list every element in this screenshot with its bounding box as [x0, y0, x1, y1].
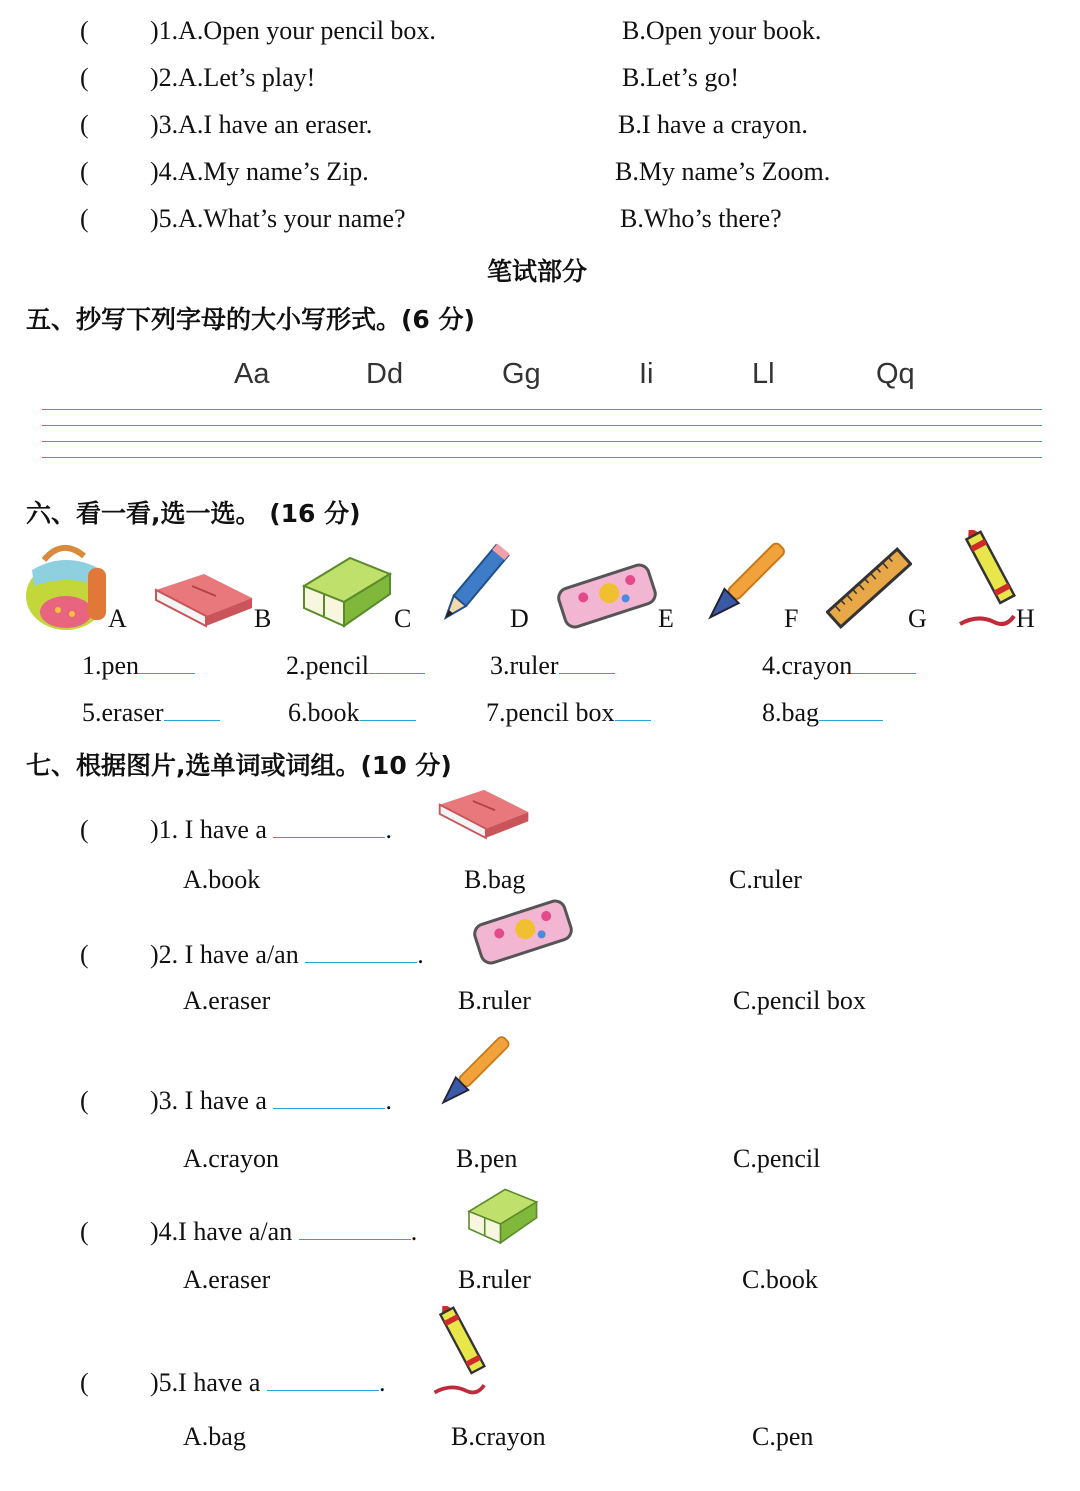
eraser-image — [298, 546, 394, 630]
paren: ( — [80, 110, 89, 139]
question: )3. I have a . — [150, 1086, 392, 1115]
pencil-box-image — [470, 898, 576, 966]
answer-blank[interactable] — [164, 719, 220, 721]
picture-label: H — [1016, 604, 1035, 633]
letter-pair: Qq — [876, 358, 915, 390]
match-item: 3.ruler — [490, 651, 615, 681]
option: C.pencil box — [733, 986, 866, 1015]
section5-title: 五、抄写下列字母的大小写形式。(6 分) — [26, 305, 475, 334]
answer-blank[interactable] — [369, 672, 425, 674]
picture-label: C — [394, 604, 412, 633]
picture-label: G — [908, 604, 927, 633]
paren: ( — [80, 940, 89, 969]
picture-label: A — [108, 604, 127, 633]
answer-blank[interactable] — [267, 1389, 379, 1391]
question: )1. I have a . — [150, 815, 392, 844]
option: B.pen — [456, 1144, 518, 1173]
pen-image — [434, 1032, 514, 1114]
option: A.bag — [183, 1422, 246, 1451]
option-a: )2.A.Let’s play! — [150, 63, 316, 92]
crayon-image — [958, 530, 1024, 630]
paren: ( — [80, 157, 89, 186]
answer-blank[interactable] — [819, 719, 883, 721]
ruler-image — [826, 546, 912, 630]
pencil-image — [436, 538, 512, 630]
paren: ( — [80, 63, 89, 92]
answer-blank[interactable] — [305, 961, 417, 963]
match-item: 4.crayon — [762, 651, 916, 681]
written-section-title: 笔试部分 — [487, 257, 588, 286]
paren: ( — [80, 204, 89, 233]
eraser-image — [462, 1180, 542, 1246]
option: B.bag — [464, 865, 526, 894]
option: C.ruler — [729, 865, 802, 894]
book-image — [152, 568, 256, 630]
option-b: B.Let’s go! — [622, 63, 739, 92]
answer-blank[interactable] — [360, 719, 416, 721]
picture-label: E — [658, 604, 674, 633]
option: A.book — [183, 865, 261, 894]
book-image — [436, 784, 532, 842]
paren: ( — [80, 1217, 89, 1246]
option-b: B.Open your book. — [622, 16, 822, 45]
option-b: B.I have a crayon. — [618, 110, 808, 139]
section7-title: 七、根据图片,选单词或词组。(10 分) — [26, 751, 452, 780]
match-item: 5.eraser — [82, 698, 220, 728]
pencil-box-image — [554, 562, 660, 630]
match-item: 6.book — [288, 698, 416, 728]
question: )2. I have a/an . — [150, 940, 424, 969]
question: )5.I have a . — [150, 1368, 386, 1397]
option-a: )5.A.What’s your name? — [150, 204, 406, 233]
paren: ( — [80, 1086, 89, 1115]
paren: ( — [80, 16, 89, 45]
answer-blank[interactable] — [852, 672, 916, 674]
match-item: 7.pencil box — [486, 698, 651, 728]
letter-pair: Ll — [752, 358, 775, 390]
letter-pair: Ii — [639, 358, 654, 390]
option: B.crayon — [451, 1422, 546, 1451]
letter-pair: Aa — [234, 358, 270, 390]
option: A.eraser — [183, 986, 271, 1015]
option-b: B.Who’s there? — [620, 204, 782, 233]
answer-blank[interactable] — [559, 672, 615, 674]
option-b: B.My name’s Zoom. — [615, 157, 831, 186]
picture-label: B — [254, 604, 272, 633]
answer-blank[interactable] — [273, 836, 385, 838]
option: A.crayon — [183, 1144, 280, 1173]
letter-pair: Gg — [502, 358, 541, 390]
option-a: )3.A.I have an eraser. — [150, 110, 373, 139]
answer-blank[interactable] — [139, 672, 195, 674]
option: C.pencil — [733, 1144, 821, 1173]
answer-blank[interactable] — [273, 1107, 385, 1109]
option: B.ruler — [458, 1265, 531, 1294]
letter-pair: Dd — [366, 358, 404, 390]
option: C.pen — [752, 1422, 814, 1451]
bag-image — [22, 540, 112, 632]
option-a: )1.A.Open your pencil box. — [150, 16, 436, 45]
option: A.eraser — [183, 1265, 271, 1294]
picture-label: D — [510, 604, 529, 633]
question: )4.I have a/an . — [150, 1217, 418, 1246]
paren: ( — [80, 1368, 89, 1397]
match-item: 2.pencil — [286, 651, 425, 681]
picture-label: F — [784, 604, 799, 633]
section6-title: 六、看一看,选一选。 (16 分) — [26, 499, 361, 528]
answer-blank[interactable] — [615, 719, 651, 721]
crayon-image — [430, 1306, 496, 1398]
option-a: )4.A.My name’s Zip. — [150, 157, 369, 186]
match-item: 8.bag — [762, 698, 883, 728]
option: B.ruler — [458, 986, 531, 1015]
match-item: 1.pen — [82, 651, 195, 681]
answer-blank[interactable] — [299, 1238, 411, 1240]
paren: ( — [80, 815, 89, 844]
pen-image — [700, 538, 790, 630]
option: C.book — [742, 1265, 818, 1294]
